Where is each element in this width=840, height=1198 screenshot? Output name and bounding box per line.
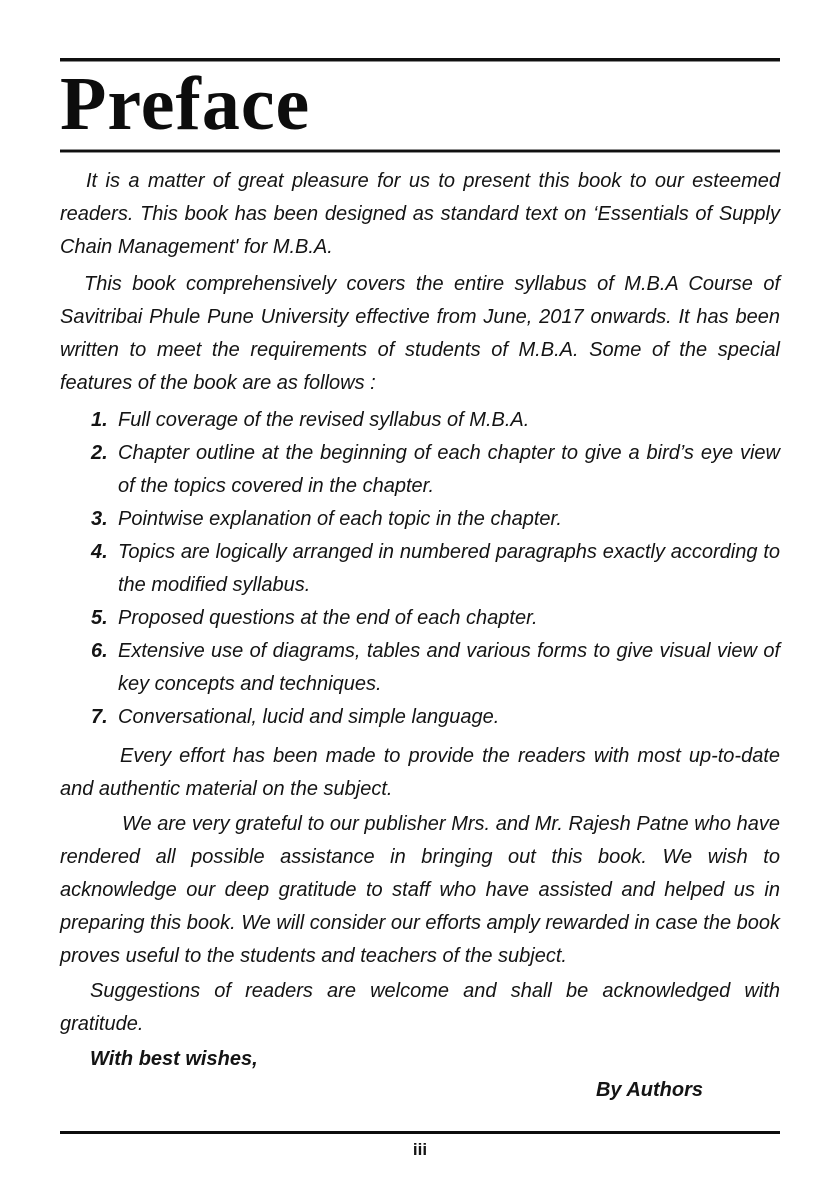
feature-number: 6. <box>91 640 108 662</box>
features-list <box>60 404 780 734</box>
feature-number: 4. <box>91 541 108 563</box>
feature-text: Chapter outline at the beginning of each chapter to give a bird’s eye view of the topics covered in the chapter. <box>118 442 780 497</box>
feature-item <box>60 701 780 734</box>
feature-number: 3. <box>91 508 108 530</box>
feature-item <box>60 503 780 536</box>
feature-number: 1. <box>91 409 108 431</box>
closing-paragraph: We are very grateful to our publisher Mrs. and Mr. Rajesh Patne who have rendered all possible assistance in bringing out this book. We wish to acknowledge our deep gratitude to staff who have assisted and helped us in preparing this book. We will consider our efforts amply rewarded in case the book proves useful to the students and teachers of the subject. <box>60 813 780 967</box>
page-footer <box>60 1131 780 1160</box>
closing-paragraph: Suggestions of readers are welcome and shall be acknowledged with gratitude. <box>60 980 780 1035</box>
feature-text: Pointwise explanation of each topic in the chapter. <box>118 508 562 530</box>
feature-text: Topics are logically arranged in numbered paragraphs exactly according to the modified syllabus. <box>118 541 780 596</box>
intro-paragraph: This book comprehensively covers the entire syllabus of M.B.A Course of Savitribai Phule Pune University effective from June, 2017 onwards. It has been written to meet the requirements of students of M.B.A. Some of the special features of the book are as follows : <box>60 273 780 394</box>
feature-number: 5. <box>91 607 108 629</box>
feature-number: 2. <box>91 442 108 464</box>
feature-number: 7. <box>91 706 108 728</box>
feature-text: Proposed questions at the end of each chapter. <box>118 607 538 629</box>
footer-rule <box>60 1131 780 1134</box>
feature-item <box>60 635 780 701</box>
feature-item <box>60 536 780 602</box>
page-number: iii <box>412 1140 428 1159</box>
feature-text: Full coverage of the revised syllabus of M.B.A. <box>118 409 530 431</box>
feature-text: Conversational, lucid and simple language. <box>118 706 500 728</box>
title-rule <box>60 149 780 153</box>
feature-item <box>60 404 780 437</box>
closing-paragraph: Every effort has been made to provide the readers with most up-to-date and authentic material on the subject. <box>60 745 780 800</box>
preface-body <box>60 165 780 1104</box>
byline: By Authors <box>595 1079 703 1101</box>
book-page <box>0 58 840 1198</box>
feature-item <box>60 437 780 503</box>
feature-text: Extensive use of diagrams, tables and various forms to give visual view of key concepts and techniques. <box>118 640 780 695</box>
page-title: Preface <box>60 62 311 146</box>
signoff: With best wishes, <box>90 1048 258 1070</box>
feature-item <box>60 602 780 635</box>
intro-paragraph: It is a matter of great pleasure for us to present this book to our esteemed readers. This book has been designed as standard text on ‘Essentials of Supply Chain Management' for M.B.A. <box>60 170 780 258</box>
